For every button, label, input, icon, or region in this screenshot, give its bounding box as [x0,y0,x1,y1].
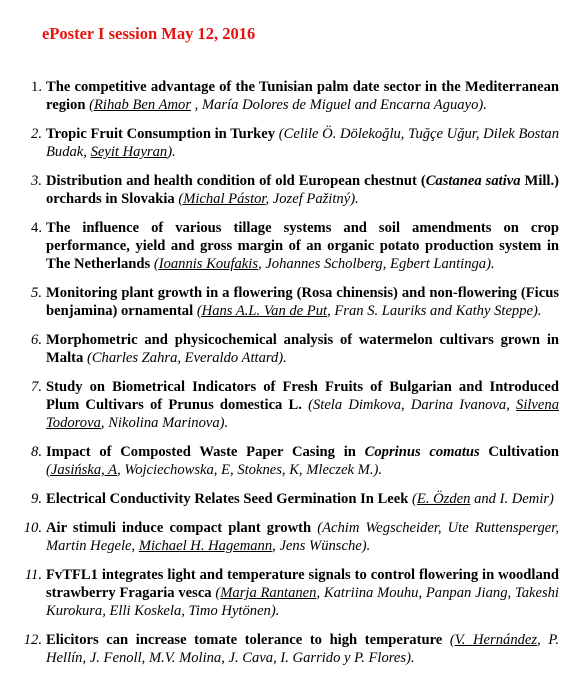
item-number: 1. [31,79,42,95]
title-segment: Mill.) orchards in Slovakia [46,173,559,207]
list-item [0,566,579,620]
list-item [0,219,579,273]
list-item [0,78,579,114]
item-number: 10. [23,520,42,536]
item-number: 5. [31,285,42,301]
author-text: (Stela Dimkova, Darina Ivanova, [308,397,517,413]
item-number: 11. [24,567,42,583]
item-authors [46,462,382,478]
author-text: , Jens Wünsche). [272,538,371,554]
author-text: , P. Hellín, J. Fenoll, M.V. Molina, J. Cava, I. Garrido y P. Flores). [46,632,559,666]
item-authors [412,491,554,507]
item-number: 3. [31,173,42,189]
presenting-author: Silvena Todorova [46,397,559,431]
list-item [0,172,579,208]
item-title: The influence of various tillage systems and soil amendments on crop performance, yield and gross margin of an organic potato production system in The Netherlands [46,220,559,272]
item-number: 12. [23,632,42,648]
session-header: ePoster I session May 12, 2016 [42,24,256,43]
presenting-author: Seyit Hayran [90,144,168,160]
poster-list [0,78,579,678]
author-text: ). [167,144,176,160]
presenting-author: (Ioannis Koufakis [153,256,259,272]
author-text: ( [449,632,455,648]
item-title: FvTFL1 integrates light and temperature signals to control flowering in woodland strawberry Fragaria vesca [46,567,559,601]
list-item [0,125,579,161]
author-text: , María Dolores de Miguel and Encarna Aguayo [191,97,479,113]
presenting-author: Michael H. Hagemann [138,538,273,554]
presenting-author: V. Hernández [454,632,538,648]
author-text: and I. Demir) [470,491,554,507]
author-text: (Celile Ö. Dölekoğlu, Tuğçe Uğur, Dilek Bostan Budak, [46,126,560,160]
list-item [0,519,579,555]
item-title: Tropic Fruit Consumption in Turkey [46,126,276,142]
item-title: Elicitors can increase tomate tolerance to high temperature [46,632,443,648]
author-text: ( [215,585,221,601]
item-title: Morphometric and physicochemical analysis of watermelon cultivars grown in Malta [46,332,559,366]
list-item [0,284,579,320]
author-text: , Nikolina Marinova). [100,415,229,431]
presenting-author: (Jasińska, A [46,462,118,478]
author-text: (Charles Zahra, Everaldo Attard). [86,350,287,366]
author-text: , Jozef Pažitný). [265,191,359,207]
item-title: Electrical Conductivity Relates Seed Germination In Leek [46,491,409,507]
item-number: 4. [31,220,42,236]
presenting-author: (Rihab Ben Amor [89,97,191,113]
author-text: ( [412,491,417,507]
item-title: The competitive advantage of the Tunisian palm date sector in the Mediterranean region [46,79,559,113]
title-segment: Cultivation [479,444,559,460]
item-authors [197,303,542,319]
author-text: , Johannes Scholberg, Egbert Lantinga). [258,256,495,272]
item-title [46,444,559,460]
title-segment: Coprinus comatus [364,444,480,460]
list-item [0,490,579,508]
presenting-author: (Hans A.L. Van de Put [196,303,328,319]
author-text: ). [478,97,487,113]
presenting-author: (Michal Pástor [178,191,266,207]
item-number: 7. [31,379,42,395]
author-text: , Fran S. Lauriks and Kathy Steppe). [327,303,542,319]
list-item [0,378,579,432]
list-item [0,631,579,667]
title-segment: Distribution and health condition of old European chestnut ( [46,173,426,189]
presenting-author: E. Özden [416,491,471,507]
item-authors [89,97,487,113]
item-number: 8. [31,444,42,460]
item-authors [87,350,287,366]
title-segment: Castanea sativa [425,173,521,189]
item-number: 9. [31,491,42,507]
title-segment: Impact of Composted Waste Paper Casing in [46,444,365,460]
item-title: Study on Biometrical Indicators of Fresh Fruits of Bulgarian and Introduced Plum Cultivars of Prunus domestica L. [46,379,559,413]
list-item [0,443,579,479]
presenting-author: Marja Rantanen [220,585,317,601]
item-title: Air stimuli induce compact plant growth [46,520,312,536]
author-text: , Katriina Mouhu, Panpan Jiang, Takeshi Kurokura, Elli Koskela, Timo Hytönen). [46,585,559,619]
item-authors [178,191,358,207]
item-number: 2. [31,126,42,142]
item-number: 6. [31,332,42,348]
author-text: , Wojciechowska, E, Stoknes, K, Mleczek M.). [117,462,382,478]
item-title: Monitoring plant growth in a flowering (Rosa chinensis) and non-flowering (Ficus benjamina) ornamental [46,285,559,319]
item-authors [154,256,495,272]
author-text: (Achim Wegscheider, Ute Ruttensperger, Martin Hegele, [46,520,559,554]
list-item [0,331,579,367]
